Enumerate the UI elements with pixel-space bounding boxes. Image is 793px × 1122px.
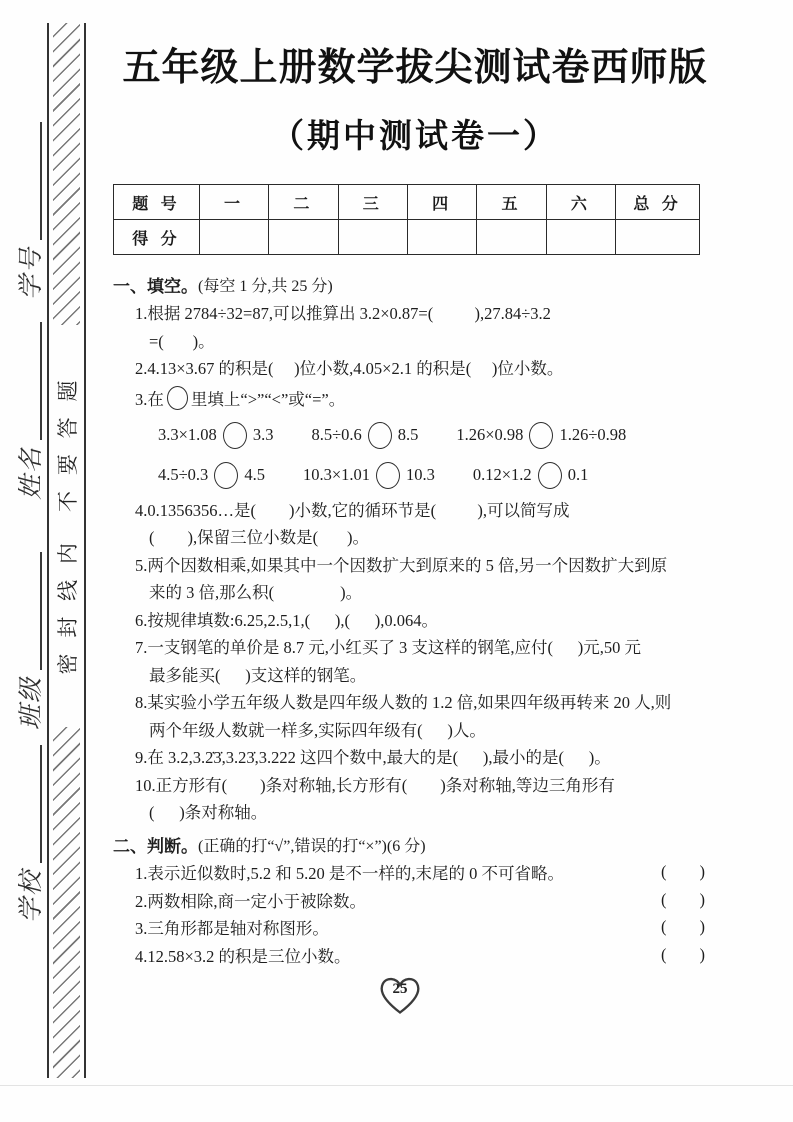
seal-line-text: 密 封 线 内 不 要 答 题: [57, 375, 80, 675]
seal-line-strip: [47, 23, 86, 1078]
score-table-cell: 五: [477, 185, 546, 220]
fill-q4-line2: ( ),保留三位小数是( )。: [149, 528, 369, 548]
score-table: [113, 184, 700, 255]
section-fill-in: [113, 271, 717, 825]
score-label-cell: 得 分: [114, 220, 200, 255]
answer-circle-icon: [529, 422, 553, 449]
judge-item-1: 1.表示近似数时,5.2 和 5.20 是不一样的,末尾的 0 不可省略。 ( ): [135, 859, 717, 887]
page-subtitle: （期中测试卷一）: [271, 117, 559, 154]
score-empty-cell: [269, 220, 338, 255]
fill-q7-line2: 最多能买( )支这样的钢笔。: [149, 665, 367, 685]
section-judge-heading: 二、判断。 (正确的打“√”,错误的打“×”)(6 分): [113, 837, 426, 857]
score-empty-cell: [407, 220, 476, 255]
judge-item-4: 4.12.58×3.2 的积是三位小数。 ( ): [135, 941, 717, 969]
judge-answer-blank: ( ): [661, 862, 705, 882]
school-label: 学校: [18, 868, 45, 923]
fill-q3-intro: 3.在 里填上“>”“<”或“=”。: [135, 381, 717, 415]
hatch-pattern-bottom: [53, 727, 80, 1078]
score-table-score-row: [114, 220, 700, 255]
fill-q5-line1: 5.两个因数相乘,如果其中一个因数扩大到原来的 5 倍,另一个因数扩大到原: [135, 555, 668, 575]
answer-circle-icon: [167, 386, 188, 410]
judge-answer-blank: ( ): [661, 944, 705, 964]
score-table-cell: 四: [407, 185, 476, 220]
answer-circle-icon: [214, 462, 238, 489]
fill-q1-line2: =( )。: [149, 331, 215, 351]
fill-q3-compare-row-2: [158, 455, 717, 495]
compare-item: 8.5÷0.6 8.5: [311, 422, 418, 449]
fill-q7-line1: 7.一支钢笔的单价是 8.7 元,小红买了 3 支这样的钢笔,应付( )元,50 元: [135, 638, 641, 658]
score-empty-cell: [338, 220, 407, 255]
fill-q8-line1: 8.某实验小学五年级人数是四年级人数的 1.2 倍,如果四年级再转来 20 人,则: [135, 693, 672, 713]
class-write-line: [40, 552, 42, 670]
score-table-cell: 题 号: [114, 185, 200, 220]
score-table-cell: 六: [546, 185, 615, 220]
fill-q6: 6.按规律填数:6.25,2.5,1,( ),( ),0.064。: [135, 610, 438, 630]
class-label: 班级: [18, 675, 45, 730]
score-table-cell: 二: [269, 185, 338, 220]
student-number-write-line: [40, 122, 42, 240]
answer-circle-icon: [538, 462, 562, 489]
score-empty-cell: [199, 220, 268, 255]
judge-answer-blank: ( ): [661, 889, 705, 909]
class-field: [13, 550, 47, 730]
hatch-pattern-top: [53, 23, 80, 325]
fill-q9: 9.在 3.2,3.2̇3̇,3.23̇,3.222 这四个数中,最大的是( ),最小的是( )。: [135, 748, 611, 768]
score-empty-cell: [477, 220, 546, 255]
fill-q4-line1: 4.0.1356356…是( )小数,它的循环节是( ),可以简写成: [135, 500, 570, 520]
compare-item: 10.3×1.01 10.3: [303, 462, 435, 489]
fill-q1-line1: 1.根据 2784÷32=87,可以推算出 3.2×0.87=( ),27.84÷3.2: [135, 304, 551, 324]
section-judge: [113, 831, 717, 969]
score-table-header-row: [114, 185, 700, 220]
section-fill-heading: 一、填空。 (每空 1 分,共 25 分): [113, 277, 333, 297]
answer-circle-icon: [376, 462, 400, 489]
answer-circle-icon: [223, 422, 247, 449]
score-empty-cell: [546, 220, 615, 255]
score-table-cell: 三: [338, 185, 407, 220]
fill-q2: 2.4.13×3.67 的积是( )位小数,4.05×2.1 的积是( )位小数。: [135, 359, 564, 379]
page-title: 五年级上册数学拔尖测试卷西师版: [122, 47, 708, 89]
compare-item: 4.5÷0.3 4.5: [158, 462, 265, 489]
scan-edge-line: [0, 1085, 793, 1086]
compare-item: 0.12×1.2 0.1: [473, 462, 588, 489]
page-number: 25: [392, 981, 408, 997]
page-number-badge: [376, 974, 424, 1016]
judge-item-2: 2.两数相除,商一定小于被除数。 ( ): [135, 886, 717, 914]
score-table-cell: 总 分: [616, 185, 700, 220]
compare-item: 1.26×0.98 1.26÷0.98: [456, 422, 626, 449]
name-field: [13, 320, 47, 500]
fill-q10-line2: ( )条对称轴。: [149, 803, 268, 823]
test-paper-content: [113, 40, 717, 969]
judge-item-3: 3.三角形都是轴对称图形。 ( ): [135, 914, 717, 942]
compare-item: 3.3×1.08 3.3: [158, 422, 273, 449]
school-field: [13, 743, 47, 923]
name-write-line: [40, 322, 42, 440]
fill-q8-line2: 两个年级人数就一样多,实际四年级有( )人。: [149, 720, 486, 740]
student-number-field: [13, 120, 47, 300]
fill-q10-line1: 10.正方形有( )条对称轴,长方形有( )条对称轴,等边三角形有: [135, 775, 615, 795]
fill-q3-compare-row-1: [158, 415, 717, 455]
score-empty-cell: [616, 220, 700, 255]
student-number-label: 学号: [18, 245, 45, 300]
name-label: 姓名: [18, 445, 45, 500]
fill-q5-line2: 来的 3 倍,那么积( )。: [149, 583, 363, 603]
score-table-cell: 一: [199, 185, 268, 220]
judge-answer-blank: ( ): [661, 917, 705, 937]
school-write-line: [40, 745, 42, 863]
answer-circle-icon: [368, 422, 392, 449]
